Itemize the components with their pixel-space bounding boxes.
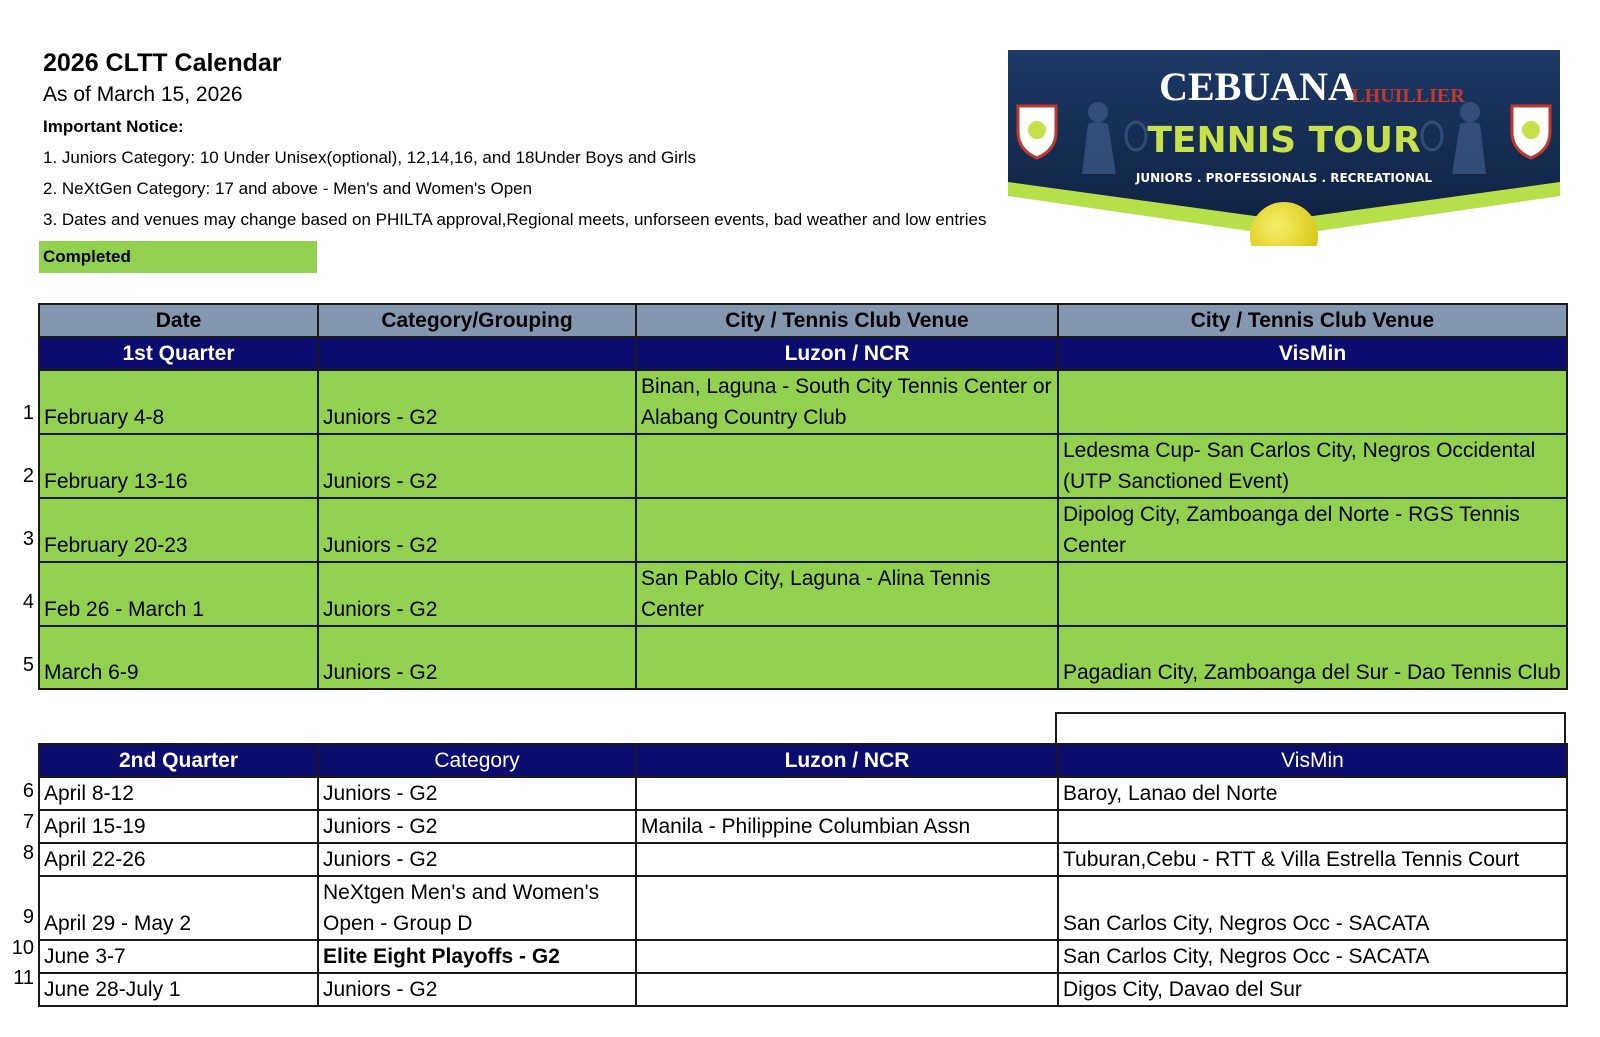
table-row bbox=[39, 843, 1567, 876]
cebuana-tennis-tour-logo bbox=[1008, 50, 1560, 256]
col-header-category: Category bbox=[318, 744, 636, 777]
table-row bbox=[39, 434, 1567, 498]
cell-category: Juniors - G2 bbox=[318, 973, 636, 1006]
empty-header-cell bbox=[1055, 712, 1566, 743]
cell-luzon bbox=[636, 434, 1058, 498]
cell-vismin: Tuburan,Cebu - RTT & Villa Estrella Tennis Court bbox=[1058, 843, 1567, 876]
cell-date: Feb 26 - March 1 bbox=[39, 562, 318, 626]
table-row bbox=[39, 777, 1567, 810]
shield-icon bbox=[1512, 106, 1550, 158]
col-header-venue-luzon: City / Tennis Club Venue bbox=[636, 304, 1058, 337]
row-number: 6 bbox=[22, 780, 34, 802]
row-number: 3 bbox=[22, 528, 34, 550]
cell-vismin: Ledesma Cup- San Carlos City, Negros Occidental (UTP Sanctioned Event) bbox=[1058, 434, 1567, 498]
cell-date: February 13-16 bbox=[39, 434, 318, 498]
table-row bbox=[39, 810, 1567, 843]
quarter-label: 2nd Quarter bbox=[39, 744, 318, 777]
row-number: 11 bbox=[13, 967, 34, 989]
cell-category: Juniors - G2 bbox=[318, 626, 636, 689]
row-number: 10 bbox=[11, 937, 34, 959]
cell-luzon bbox=[636, 973, 1058, 1006]
cell-vismin: Pagadian City, Zamboanga del Sur - Dao Tennis Club bbox=[1058, 626, 1567, 689]
table-row bbox=[39, 562, 1567, 626]
shield-icon bbox=[1018, 106, 1056, 158]
cell-category: NeXtgen Men's and Women's Open - Group D bbox=[318, 876, 636, 940]
notice-1: 1. Juniors Category: 10 Under Unisex(optional), 12,14,16, and 18Under Boys and Girls bbox=[43, 148, 696, 167]
row-number: 5 bbox=[22, 654, 34, 676]
table-row bbox=[39, 498, 1567, 562]
subheader-empty bbox=[318, 337, 636, 370]
cell-category: Juniors - G2 bbox=[318, 434, 636, 498]
as-of-date: As of March 15, 2026 bbox=[43, 83, 243, 106]
cell-date: April 29 - May 2 bbox=[39, 876, 318, 940]
logo-tour: TENNIS TOUR bbox=[1147, 120, 1421, 161]
cell-date: March 6-9 bbox=[39, 626, 318, 689]
q1-schedule-table bbox=[38, 303, 1568, 690]
col-header-venue-vismin: City / Tennis Club Venue bbox=[1058, 304, 1567, 337]
cell-category: Juniors - G2 bbox=[318, 498, 636, 562]
region-vismin: VisMin bbox=[1058, 337, 1567, 370]
logo-tagline: JUNIORS . PROFESSIONALS . RECREATIONAL bbox=[1135, 171, 1433, 185]
cell-vismin bbox=[1058, 562, 1567, 626]
cell-date: June 3-7 bbox=[39, 940, 318, 973]
logo-brand: CEBUANA bbox=[1159, 64, 1357, 109]
quarter-label: 1st Quarter bbox=[39, 337, 318, 370]
col-header-date: Date bbox=[39, 304, 318, 337]
cell-vismin: San Carlos City, Negros Occ - SACATA bbox=[1058, 940, 1567, 973]
cell-date: June 28-July 1 bbox=[39, 973, 318, 1006]
legend-completed: Completed bbox=[39, 241, 317, 273]
region-luzon: Luzon / NCR bbox=[636, 744, 1058, 777]
row-number: 4 bbox=[22, 591, 34, 613]
table-row bbox=[39, 973, 1567, 1006]
row-number: 2 bbox=[22, 465, 34, 487]
cell-date: February 20-23 bbox=[39, 498, 318, 562]
row-number: 8 bbox=[22, 842, 34, 864]
cell-category: Juniors - G2 bbox=[318, 810, 636, 843]
col-header-category: Category/Grouping bbox=[318, 304, 636, 337]
cell-category: Juniors - G2 bbox=[318, 777, 636, 810]
region-luzon: Luzon / NCR bbox=[636, 337, 1058, 370]
cell-luzon bbox=[636, 940, 1058, 973]
table-row bbox=[39, 626, 1567, 689]
notice-3: 3. Dates and venues may change based on PHILTA approval,Regional meets, unforseen events, bad weather and low entries bbox=[43, 210, 987, 229]
q2-schedule-table bbox=[38, 743, 1568, 1007]
notice-2: 2. NeXtGen Category: 17 and above - Men's and Women's Open bbox=[43, 179, 533, 198]
cell-category: Juniors - G2 bbox=[318, 370, 636, 434]
cell-vismin: San Carlos City, Negros Occ - SACATA bbox=[1058, 876, 1567, 940]
table-row bbox=[39, 876, 1567, 940]
cell-luzon bbox=[636, 843, 1058, 876]
cell-luzon bbox=[636, 777, 1058, 810]
cell-date: February 4-8 bbox=[39, 370, 318, 434]
row-number: 9 bbox=[22, 906, 34, 928]
logo-brand-sub: LHUILLIER bbox=[1351, 85, 1465, 107]
table-row bbox=[39, 370, 1567, 434]
cell-date: April 22-26 bbox=[39, 843, 318, 876]
page-title: 2026 CLTT Calendar bbox=[43, 49, 282, 77]
row-number: 1 bbox=[22, 402, 34, 424]
row-number: 7 bbox=[22, 811, 34, 833]
cell-vismin: Digos City, Davao del Sur bbox=[1058, 973, 1567, 1006]
cell-vismin bbox=[1058, 810, 1567, 843]
cell-luzon: Manila - Philippine Columbian Assn bbox=[636, 810, 1058, 843]
notice-title: Important Notice: bbox=[43, 117, 184, 136]
cell-date: April 8-12 bbox=[39, 777, 318, 810]
cell-luzon bbox=[636, 626, 1058, 689]
cell-luzon: Binan, Laguna - South City Tennis Center or Alabang Country Club bbox=[636, 370, 1058, 434]
cell-vismin: Dipolog City, Zamboanga del Norte - RGS Tennis Center bbox=[1058, 498, 1567, 562]
cell-luzon: San Pablo City, Laguna - Alina Tennis Center bbox=[636, 562, 1058, 626]
region-vismin: VisMin bbox=[1058, 744, 1567, 777]
cell-vismin: Baroy, Lanao del Norte bbox=[1058, 777, 1567, 810]
cell-vismin bbox=[1058, 370, 1567, 434]
cell-luzon bbox=[636, 498, 1058, 562]
cell-luzon bbox=[636, 876, 1058, 940]
table-row bbox=[39, 940, 1567, 973]
cell-category: Juniors - G2 bbox=[318, 562, 636, 626]
cell-category: Elite Eight Playoffs - G2 bbox=[318, 940, 636, 973]
calendar-header bbox=[43, 48, 1073, 231]
cell-date: April 15-19 bbox=[39, 810, 318, 843]
cell-category: Juniors - G2 bbox=[318, 843, 636, 876]
